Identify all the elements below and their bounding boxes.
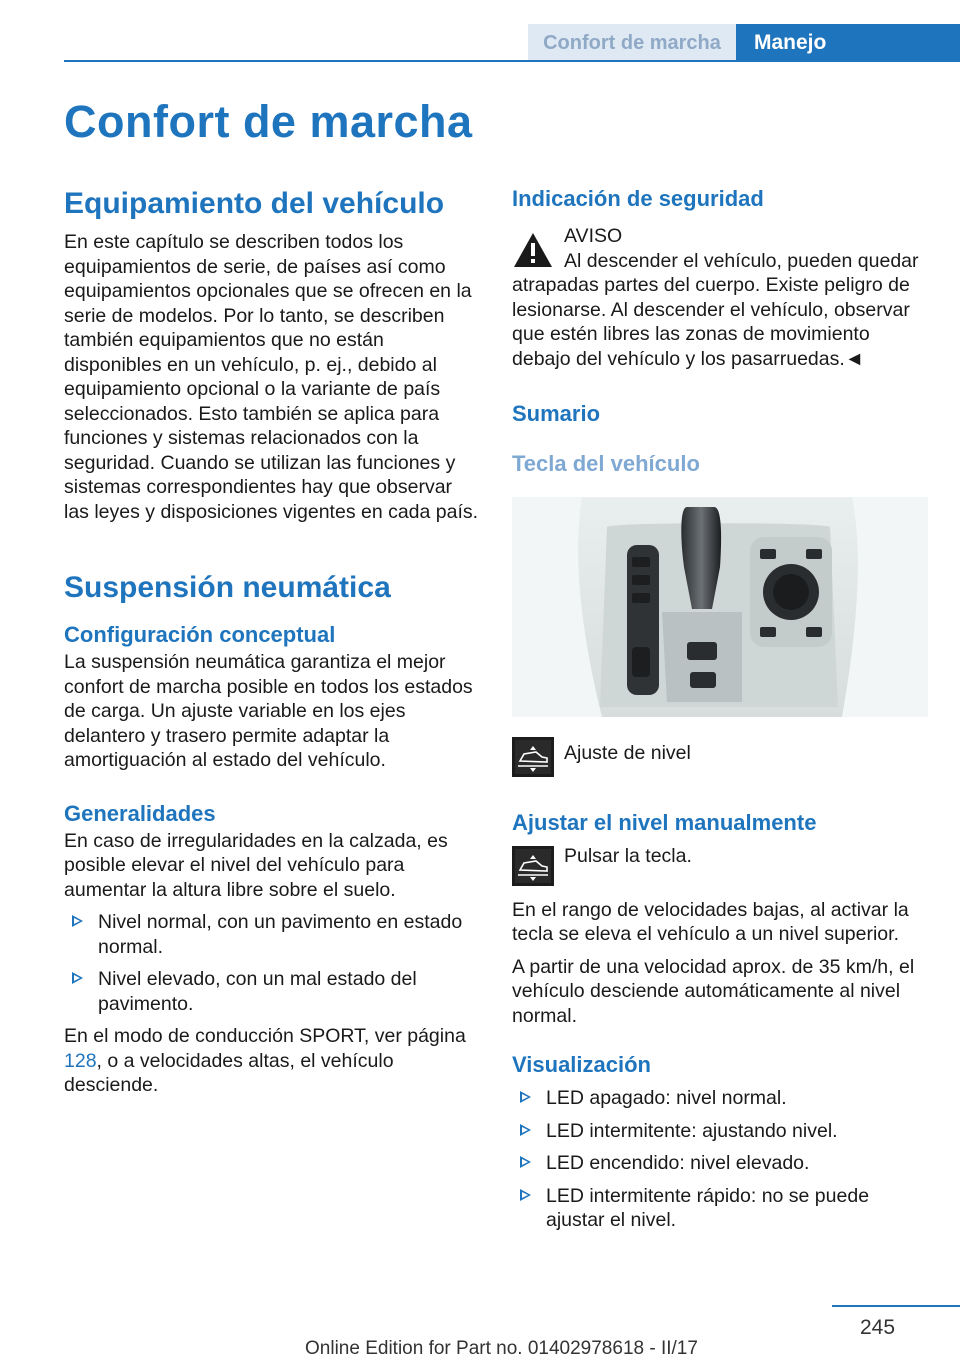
page-number: 245 [860, 1316, 896, 1339]
high-speed-text: A partir de una velocidad aprox. de 35 km/h, el vehículo desciende automáticamente al nivel normal. [512, 955, 915, 1027]
press-key-row [512, 844, 928, 888]
bullet-triangle-icon [520, 1124, 531, 1136]
concept-heading: Configuración conceptual [64, 622, 336, 647]
level-adjust-icon [512, 737, 554, 777]
level-key-label: Ajuste de nivel [564, 742, 691, 764]
footer-rule [832, 1305, 960, 1307]
bullet-triangle-icon [520, 1091, 531, 1103]
level-key-row [512, 735, 928, 766]
vehicle-equipment-heading: Equipamiento del vehículo [64, 187, 445, 220]
list-item: LED intermitente: ajustando nivel. [512, 1119, 928, 1144]
list-item: LED intermitente rápido: no se puede ajustar el nivel. [512, 1184, 928, 1233]
summary-heading: Sumario [512, 401, 601, 426]
header-rule [64, 60, 960, 62]
warning-text: Al descender el vehículo, pueden quedar atrapadas partes del cuerpo. Existe peligro de lesionarse. Al descender el vehículo, observar que estén libres las zonas de movimiento debajo del vehículo y los pasarruedas.◄ [512, 249, 919, 370]
bullet-triangle-icon [520, 1189, 531, 1201]
warning-block [512, 224, 928, 249]
bullet-triangle-icon [72, 972, 83, 984]
header-section-tab: Confort de marcha [528, 24, 736, 62]
general-heading: Generalidades [64, 800, 216, 826]
air-suspension-heading: Suspensión neumática [64, 571, 391, 604]
concept-body: La suspensión neumática garantiza el mejor confort de marcha posible en todos los estados de carga. Un ajuste variable en los ejes delantero y trasero permite adaptar la amortiguación al estado del vehículo. [64, 651, 473, 771]
page-title: Confort de marcha [64, 96, 473, 147]
right-column [512, 180, 928, 1233]
bullet-triangle-icon [520, 1156, 531, 1168]
vehicle-key-heading: Tecla del vehículo [512, 451, 700, 476]
sport-mode-text: En el modo de conducción SPORT, ver página 128, o a velocidades altas, el vehículo desciende. [64, 1025, 466, 1096]
list-item: LED apagado: nivel normal. [512, 1086, 928, 1111]
list-item: LED encendido: nivel elevado. [512, 1151, 928, 1176]
low-speed-text: En el rango de velocidades bajas, al activar la tecla se eleva el vehículo a un nivel superior. [512, 898, 909, 945]
warning-label: AVISO [564, 225, 623, 247]
bullet-triangle-icon [72, 915, 83, 927]
left-column [64, 180, 480, 1098]
page-link[interactable]: 128 [64, 1049, 97, 1072]
list-item: Nivel normal, con un pavimento en estado normal. [64, 910, 480, 959]
safety-heading: Indicación de seguridad [512, 186, 764, 211]
display-heading: Visualización [512, 1052, 651, 1077]
vehicle-equipment-body: En este capítulo se describen todos los equipamientos de serie, de países así como equipamientos opcionales que se ofrecen en la serie de modelos. Por lo tanto, se describen también equipamientos que no están disponibles en un vehículo, p. ej., debido al equipamiento opcional o la variante de país seleccionados. Esto también se aplica para funciones y sistemas relacionados con la seguridad. Cuando se utilizan las funciones y sistemas correspondientes hay que observar las leyes y disposiciones vigentes en cada país. [64, 231, 479, 523]
general-body: En caso de irregularidades en la calzada, es posible elevar el nivel del vehículo para aumentar la altura libre sobre el suelo. [64, 829, 448, 901]
warning-triangle-icon [512, 230, 554, 270]
center-console-photo [512, 497, 928, 717]
edition-text: Online Edition for Part no. 01402978618 - II/17 [305, 1338, 698, 1359]
display-bullets [512, 1086, 928, 1233]
level-adjust-icon [512, 846, 554, 886]
end-mark: ◄ [844, 347, 865, 370]
header-chapter-tab: Manejo [736, 24, 960, 62]
list-item: Nivel elevado, con un mal estado del pavimento. [64, 967, 480, 1016]
level-bullets [64, 910, 480, 1016]
press-key-text: Pulsar la tecla. [564, 844, 692, 867]
manual-level-heading: Ajustar el nivel manualmente [512, 809, 817, 835]
